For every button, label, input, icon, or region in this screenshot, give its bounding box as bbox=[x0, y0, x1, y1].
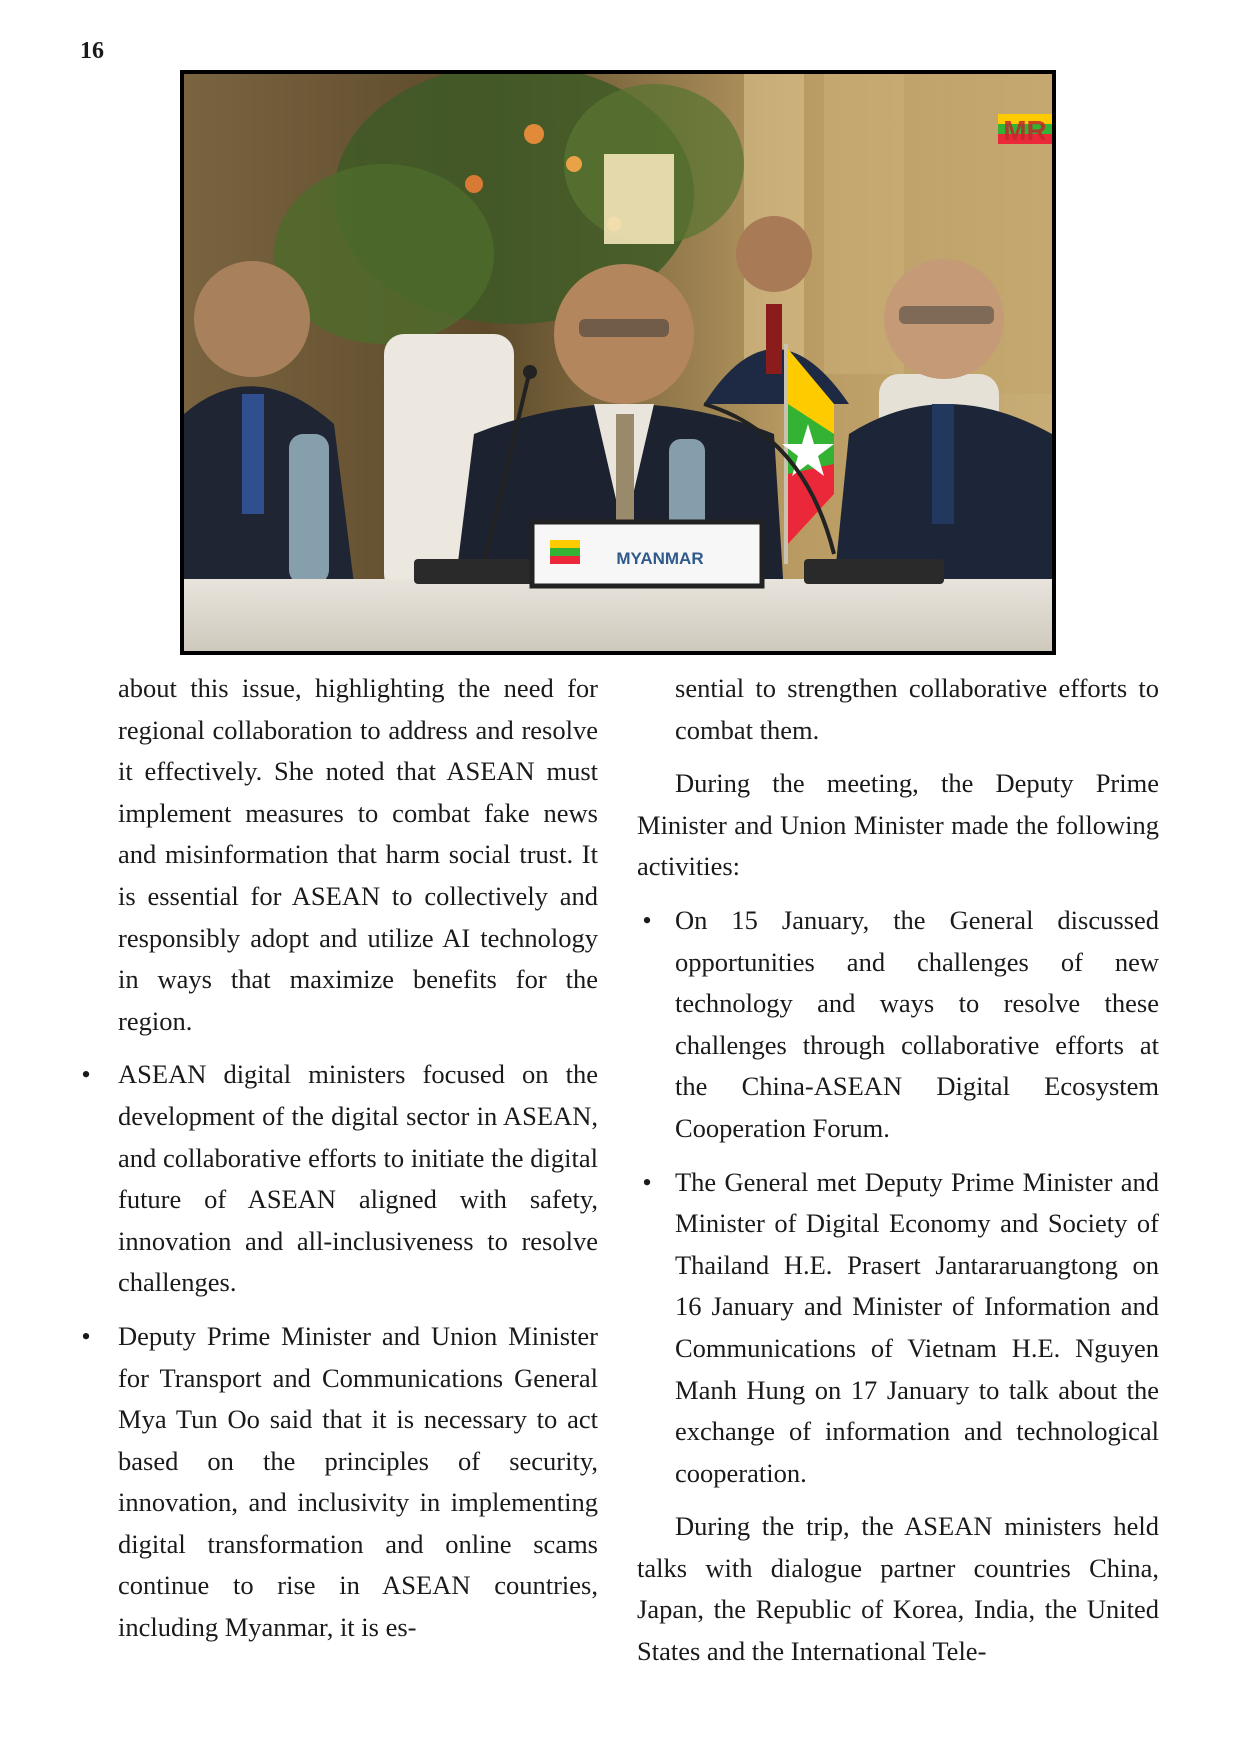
meeting-photo bbox=[180, 70, 1056, 655]
bullet-item bbox=[80, 1054, 598, 1304]
right-column bbox=[637, 668, 1159, 1685]
svg-text:MR: MR bbox=[1003, 115, 1047, 146]
paragraph: During the trip, the ASEAN ministers held talks with dialogue partner countries China, Japan, the Republic of Korea, India, the United States and the International Tele- bbox=[637, 1511, 1159, 1667]
nameplate-text: MYANMAR bbox=[616, 549, 704, 568]
bullet-text: The General met Deputy Prime Minister and Minister of Digital Economy and Society of Thailand H.E. Prasert Jantararuangtong on 16 January and Minister of Information and Communications of Vietnam H.E. Nguyen Manh Hung on 17 January to talk about the exchange of information and technological cooperation. bbox=[675, 1166, 1159, 1488]
bullet-dot: • bbox=[642, 1166, 652, 1197]
broadcaster-logo bbox=[998, 114, 1052, 146]
continued-bullet-text: sential to strengthen collaborative efforts to combat them. bbox=[675, 673, 1159, 745]
bullet-item bbox=[80, 1316, 598, 1649]
bullet-dot: • bbox=[81, 1059, 91, 1090]
continued-paragraph: about this issue, highlighting the need for regional collaboration to address and resolve it effectively. She noted that ASEAN must implement measures to combat fake news and misinformation that harm social trust. It is essential for ASEAN to collectively and responsibly adopt and utilize AI technology in ways that maximize benefits for the region. bbox=[118, 673, 598, 1036]
bullet-dot: • bbox=[642, 904, 652, 935]
paragraph: During the meeting, the Deputy Prime Minister and Union Minister made the following activities: bbox=[637, 768, 1159, 882]
bullet-text: Deputy Prime Minister and Union Minister for Transport and Communications General Mya Tun Oo said that it is necessary to act based on the principles of security, innovation, and inclusivity in implementing digital transformation and online scams continue to rise in ASEAN countries, including Myanmar, it is es- bbox=[118, 1320, 598, 1643]
bullet-text: ASEAN digital ministers focused on the development of the digital sector in ASEAN, and collaborative efforts to initiate the digital future of ASEAN aligned with safety, innovation and all-inclusiveness to resolve challenges. bbox=[118, 1059, 598, 1298]
page-number: 16 bbox=[80, 38, 104, 64]
bullet-item bbox=[637, 1162, 1159, 1495]
bullet-dot: • bbox=[81, 1320, 91, 1351]
bullet-item bbox=[637, 900, 1159, 1150]
left-column bbox=[81, 668, 598, 1661]
bullet-text: On 15 January, the General discussed opportunities and challenges of new technology and ways to resolve these challenges through collaborative efforts at the China-ASEAN Digital Ecosystem Cooperation Forum. bbox=[675, 904, 1159, 1143]
